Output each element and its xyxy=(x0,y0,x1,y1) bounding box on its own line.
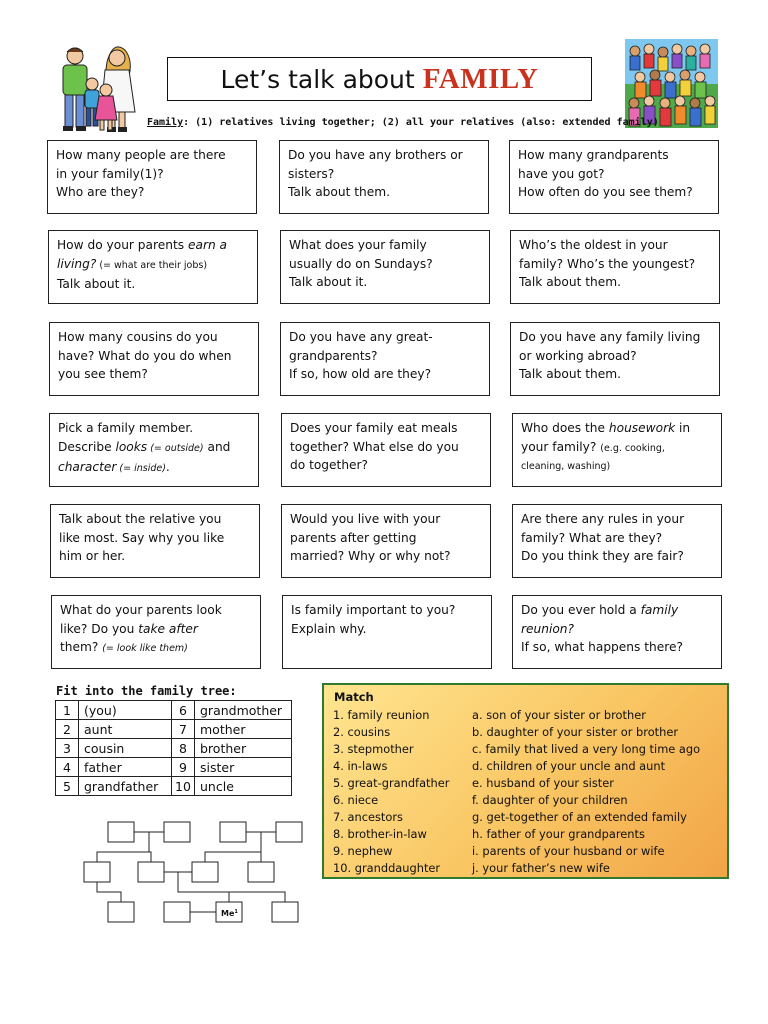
question-line: How many people are there xyxy=(56,148,226,162)
question-line: in your family(1)? xyxy=(56,166,164,181)
tree-box xyxy=(108,902,134,922)
question-box xyxy=(510,230,720,304)
question-line: Do you have any family living xyxy=(519,330,701,344)
question-line: them? (= look like them) xyxy=(60,640,188,654)
match-right-item: f. daughter of your children xyxy=(472,793,628,807)
table-number-cell: 4 xyxy=(56,758,79,777)
question-box xyxy=(48,230,258,304)
question-line: What do your parents look xyxy=(60,603,222,617)
question-line: have? What do you do when xyxy=(58,348,232,363)
table-row xyxy=(56,777,292,796)
question-line: How do your parents earn a xyxy=(57,238,228,252)
table-row xyxy=(56,758,292,777)
match-left-item: 10. granddaughter xyxy=(333,861,441,875)
match-right-item: b. daughter of your sister or brother xyxy=(472,725,679,739)
match-right-item: a. son of your sister or brother xyxy=(472,708,646,722)
tree-box xyxy=(192,862,218,882)
match-left-item: 4. in-laws xyxy=(333,759,388,773)
question-line: How many grandparents xyxy=(518,148,669,162)
tree-box xyxy=(84,862,110,882)
question-box xyxy=(280,322,490,396)
question-line: have you got? xyxy=(518,166,605,181)
question-line: If so, how old are they? xyxy=(289,367,432,381)
question-line: Do you have any great- xyxy=(289,330,433,344)
title-box xyxy=(167,57,592,101)
question-line: or working abroad? xyxy=(519,348,637,363)
question-box xyxy=(510,322,720,396)
match-left-item: 3. stepmother xyxy=(333,742,414,756)
family-tree-word-table xyxy=(55,700,292,796)
question-box xyxy=(280,230,490,304)
tree-box xyxy=(138,862,164,882)
question-line: Pick a family member. xyxy=(58,421,194,435)
question-line: Who’s the oldest in your xyxy=(519,238,668,252)
match-title: Match xyxy=(334,690,374,704)
table-word-cell: grandfather xyxy=(79,777,172,796)
question-line: parents after getting xyxy=(290,530,417,545)
family-clipart-icon xyxy=(55,42,140,134)
question-line: Do you ever hold a family xyxy=(521,603,679,617)
match-right-item: j. your father’s new wife xyxy=(472,861,610,875)
definition-term: Family xyxy=(147,117,184,128)
question-line: How many cousins do you xyxy=(58,330,218,344)
me-label: Me$^1$ xyxy=(221,909,238,918)
match-left-item: 5. great-grandfather xyxy=(333,776,450,790)
question-line: Talk about it. xyxy=(57,277,136,291)
question-line: do together? xyxy=(290,458,369,472)
question-line: married? Why or why not? xyxy=(290,549,451,563)
question-line: together? What else do you xyxy=(290,439,459,454)
question-box xyxy=(282,595,492,669)
match-left-item: 6. niece xyxy=(333,793,379,807)
question-line: family? What are they? xyxy=(521,530,663,545)
table-number-cell: 5 xyxy=(56,777,79,796)
match-left-item: 1. family reunion xyxy=(333,708,430,722)
table-word-cell: grandmother xyxy=(195,701,292,720)
table-word-cell: uncle xyxy=(195,777,292,796)
question-line: Describe looks (= outside) and xyxy=(58,439,231,454)
definition-text: : (1) relatives living together; (2) all your relatives (also: extended family) xyxy=(183,117,659,128)
table-word-cell: (you) xyxy=(79,701,172,720)
question-line: Would you live with your xyxy=(290,512,441,526)
question-line: reunion? xyxy=(521,621,574,636)
family-tree-title: Fit into the family tree: xyxy=(56,684,237,698)
question-line: How often do you see them? xyxy=(518,185,693,199)
match-right-item: h. father of your grandparents xyxy=(472,827,645,841)
table-number-cell: 10 xyxy=(172,777,195,796)
question-box xyxy=(512,595,722,669)
tree-box xyxy=(108,822,134,842)
question-line: sisters? xyxy=(288,166,335,181)
question-line: family? Who’s the youngest? xyxy=(519,256,696,271)
tree-box xyxy=(164,822,190,842)
table-number-cell: 3 xyxy=(56,739,79,758)
question-box xyxy=(49,413,259,487)
match-left-item: 9. nephew xyxy=(333,844,393,858)
table-word-cell: sister xyxy=(195,758,292,777)
question-line: Talk about it. xyxy=(289,275,368,289)
table-number-cell: 8 xyxy=(172,739,195,758)
question-line: Talk about them. xyxy=(288,185,390,199)
question-line: Who does the housework in xyxy=(521,421,691,435)
family-tree-diagram xyxy=(80,818,305,928)
question-line: Who are they? xyxy=(56,185,145,199)
match-exercise-box xyxy=(322,683,729,879)
match-right-item: d. children of your uncle and aunt xyxy=(472,759,666,773)
tree-box xyxy=(276,822,302,842)
question-line: like most. Say why you like xyxy=(59,530,225,545)
table-row xyxy=(56,701,292,720)
question-line: like? Do you take after xyxy=(60,621,198,636)
question-line: cleaning, washing) xyxy=(521,461,611,472)
table-word-cell: brother xyxy=(195,739,292,758)
tree-box xyxy=(272,902,298,922)
table-word-cell: cousin xyxy=(79,739,172,758)
question-line: character (= inside). xyxy=(58,460,170,474)
question-line: Is family important to you? xyxy=(291,603,456,617)
question-box xyxy=(512,504,722,578)
question-box xyxy=(281,413,491,487)
table-row xyxy=(56,739,292,758)
question-box xyxy=(512,413,722,487)
question-line: your family? (e.g. cooking, xyxy=(521,439,665,454)
match-right-item: e. husband of your sister xyxy=(472,776,614,790)
question-line: What does your family xyxy=(289,238,427,252)
question-box xyxy=(281,504,491,578)
table-number-cell: 1 xyxy=(56,701,79,720)
question-line: Do you have any brothers or xyxy=(288,148,463,162)
table-word-cell: mother xyxy=(195,720,292,739)
question-line: Talk about them. xyxy=(519,275,621,289)
question-box xyxy=(51,595,261,669)
question-box xyxy=(50,504,260,578)
tree-box xyxy=(248,862,274,882)
question-line: usually do on Sundays? xyxy=(289,256,433,271)
match-right-item: i. parents of your husband or wife xyxy=(472,844,665,858)
question-line: Does your family eat meals xyxy=(290,421,458,435)
question-box xyxy=(49,322,259,396)
question-line: Explain why. xyxy=(291,621,367,636)
title-text: Let’s talk about xyxy=(220,64,415,94)
question-line: him or her. xyxy=(59,549,126,563)
match-left-item: 7. ancestors xyxy=(333,810,403,824)
question-box xyxy=(279,140,489,214)
question-line: Are there any rules in your xyxy=(521,512,685,526)
question-line: Talk about them. xyxy=(519,367,621,381)
crowd-clipart-icon xyxy=(625,39,718,128)
family-definition xyxy=(147,117,659,128)
question-line: living? (= what are their jobs) xyxy=(57,256,208,271)
question-line: Talk about the relative you xyxy=(59,512,222,526)
table-row xyxy=(56,720,292,739)
table-number-cell: 9 xyxy=(172,758,195,777)
table-word-cell: father xyxy=(79,758,172,777)
match-left-item: 8. brother-in-law xyxy=(333,827,427,841)
table-word-cell: aunt xyxy=(79,720,172,739)
title-family-word: FAMILY xyxy=(422,62,539,95)
table-number-cell: 2 xyxy=(56,720,79,739)
table-number-cell: 7 xyxy=(172,720,195,739)
match-right-item: c. family that lived a very long time ago xyxy=(472,742,701,756)
match-right-item: g. get-together of an extended family xyxy=(472,810,687,824)
question-line: Do you think they are fair? xyxy=(521,549,684,563)
match-left-item: 2. cousins xyxy=(333,725,391,739)
tree-box xyxy=(220,822,246,842)
table-number-cell: 6 xyxy=(172,701,195,720)
question-line: If so, what happens there? xyxy=(521,640,683,654)
question-box xyxy=(47,140,257,214)
question-box xyxy=(509,140,719,214)
question-line: grandparents? xyxy=(289,348,378,363)
tree-box xyxy=(164,902,190,922)
question-line: you see them? xyxy=(58,367,148,381)
